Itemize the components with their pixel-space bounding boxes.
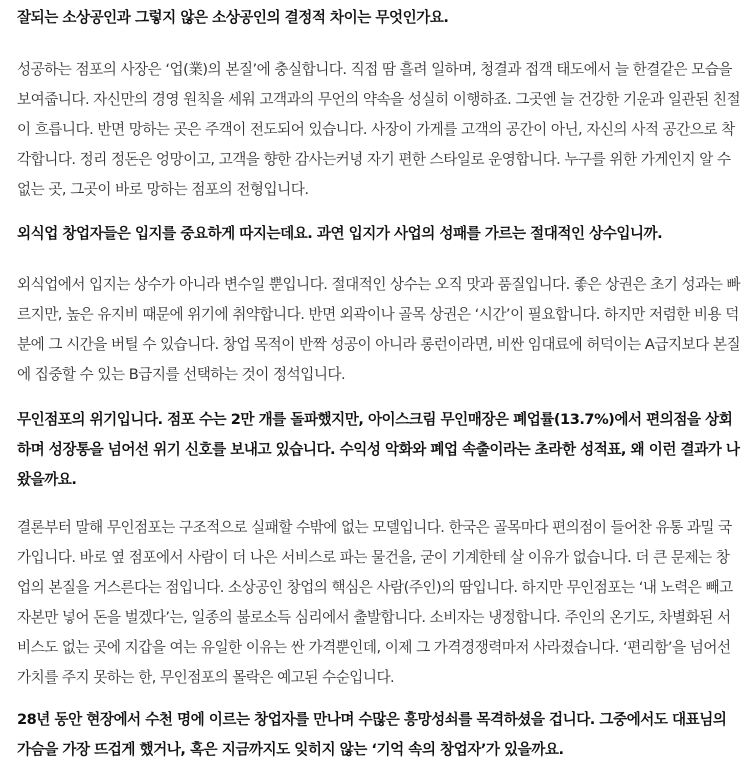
question-3: 무인점포의 위기입니다. 점포 수는 2만 개를 돌파했지만, 아이스크림 무인매장은 폐업률(13.7%)에서 편의점을 상회하며 성장통을 넘어선 위기 신호를 보내고 있습니다. 수익성 악화와 폐업 속출이라는 초라한 성적표, 왜 이런 결과가 나왔을까요. <box>17 411 740 488</box>
answer-2: 외식업에서 입지는 상수가 아니라 변수일 뿐입니다. 절대적인 상수는 오직 맛과 품질입니다. 좋은 상권은 초기 성과는 빠르지만, 높은 유지비 때문에 위기에 취약합니다. 반면 외곽이나 골목 상권은 ‘시간’이 필요합니다. 하지만 저렴한 비용 덕분에 그 시간을 버틸 수 있습니다. 창업 목적이 반짝 성공이 아니라 롱런이라면, 비싼 임대료에 허덕이는 A급지보다 본질에 집중할 수 있는 B급지를 선택하는 것이 정석입니다. <box>17 276 741 383</box>
question-1: 잘되는 소상공인과 그렇지 않은 소상공인의 결정적 차이는 무엇인가요. <box>17 9 449 26</box>
question-2: 외식업 창업자들은 입지를 중요하게 따지는데요. 과연 입지가 사업의 성패를 가르는 절대적인 상수입니까. <box>17 225 663 242</box>
question-4: 28년 동안 현장에서 수천 명에 이르는 창업자를 만나며 수많은 흥망성쇠를 목격하셨을 겁니다. 그중에서도 대표님의 가슴을 가장 뜨겁게 했거나, 혹은 지금까지도 잊히지 않는 ‘기억 속의 창업자’가 있을까요. <box>17 711 727 758</box>
answer-1: 성공하는 점포의 사장은 ‘업(業)의 본질’에 충실합니다. 직접 땀 흘려 일하며, 청결과 접객 태도에서 늘 한결같은 모습을 보여줍니다. 자신만의 경영 원칙을 세워 고객과의 무언의 약속을 성실히 이행하죠. 그곳엔 늘 건강한 기운과 일관된 친절이 흐릅니다. 반면 망하는 곳은 주객이 전도되어 있습니다. 사장이 가게를 고객의 공간이 아닌, 자신의 사적 공간으로 착각합니다. 정리 정돈은 엉망이고, 고객을 향한 감사는커녕 자기 편한 스타일로 운영합니다. 누구를 위한 가게인지 알 수 없는 곳, 그곳이 바로 망하는 점포의 전형입니다. <box>17 61 741 198</box>
answer-3: 결론부터 말해 무인점포는 구조적으로 실패할 수밖에 없는 모델입니다. 한국은 골목마다 편의점이 들어찬 유통 과밀 국가입니다. 바로 옆 점포에서 사람이 더 나은 서비스로 파는 물건을, 굳이 기계한테 살 이유가 없습니다. 더 큰 문제는 창업의 본질을 거스른다는 점입니다. 소상공인 창업의 핵심은 사람(주인)의 땀입니다. 하지만 무인점포는 ‘내 노력은 빼고 자본만 넣어 돈을 벌겠다’는, 일종의 불로소득 심리에서 출발합니다. 소비자는 냉정합니다. 주인의 온기도, 차별화된 서비스도 없는 곳에 지갑을 여는 유일한 이유는 싼 가격뿐인데, 이제 그 가격경쟁력마저 사라졌습니다. ‘편리함’을 넘어선 가치를 주지 못하는 한, 무인점포의 몰락은 예고된 수순입니다. <box>17 519 733 686</box>
